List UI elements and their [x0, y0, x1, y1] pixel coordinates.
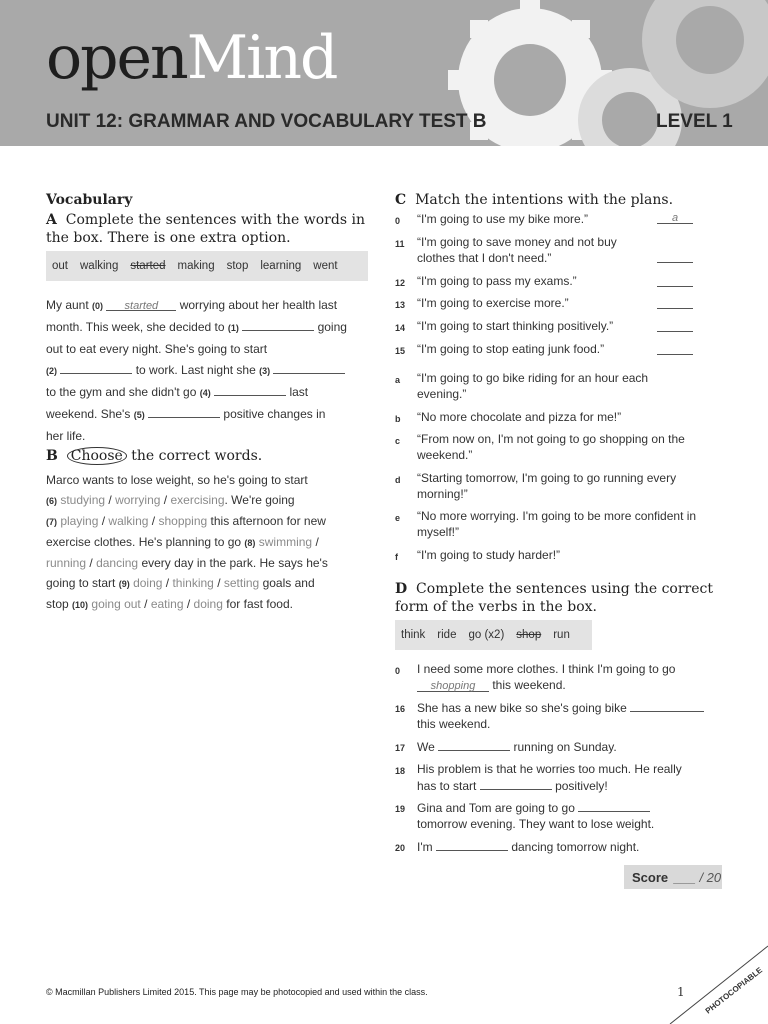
answer-blank[interactable]: [657, 341, 693, 355]
word-box-d: think ride go (x2) shop run: [395, 620, 592, 650]
option[interactable]: going out: [91, 597, 141, 611]
answer-blank[interactable]: a: [657, 210, 693, 224]
page-header: [0, 0, 768, 146]
answer-blank[interactable]: [657, 295, 693, 309]
section-b-paragraph: Marco wants to lose weight, so he's going to start (6) studying / worrying / exercising. We're going (7) playing / walking / shopping this afternoon for new exercise clothes. He's planning to go (8) swimming / running / dancing every day in the park. He says he's going to start (9) doing / thinking / setting goals and stop (10) going out / eating / doing for fast food.: [46, 473, 328, 611]
option[interactable]: shopping: [158, 514, 208, 528]
option[interactable]: eating: [150, 597, 184, 611]
photocopiable-corner: [668, 944, 768, 1024]
option[interactable]: setting: [223, 576, 260, 590]
unit-title: UNIT 12: GRAMMAR AND VOCABULARY TEST B: [46, 111, 487, 132]
answer-blank[interactable]: [657, 273, 693, 287]
option[interactable]: worrying: [115, 493, 161, 507]
blank-20[interactable]: [436, 838, 508, 851]
blank-2[interactable]: [60, 361, 132, 374]
blank-1[interactable]: [242, 318, 314, 331]
section-d-instructions: D Complete the sentences using the correct form of the verbs in the box.: [395, 581, 713, 615]
option[interactable]: walking: [108, 514, 149, 528]
level-label: LEVEL 1: [656, 111, 733, 132]
blank-5[interactable]: [148, 405, 220, 418]
section-a-instructions: A Complete the sentences with the words in the box. There is one extra option.: [46, 212, 365, 246]
section-a-paragraph: My aunt (0) started worrying about her health last month. This week, she decided to (1) going out to eat every night. She's going to start (2) to work. Last night she (3) to the gym and she didn't go (4) last weekend. She's (5) positive changes in her life.: [46, 298, 347, 443]
blank-19[interactable]: [578, 799, 650, 812]
openmind-logo: openMind: [46, 23, 337, 93]
option[interactable]: thinking: [172, 576, 214, 590]
answer-blank[interactable]: [657, 249, 693, 263]
example-answer: started: [106, 296, 176, 311]
option[interactable]: studying: [60, 493, 106, 507]
blank-16[interactable]: [630, 699, 704, 712]
section-b-instructions: B Choose the correct words.: [46, 448, 263, 464]
blank-17[interactable]: [438, 738, 510, 751]
option[interactable]: doing: [133, 576, 163, 590]
example-answer: shopping: [417, 678, 489, 692]
option[interactable]: dancing: [96, 556, 139, 570]
option[interactable]: exercising: [170, 493, 225, 507]
option[interactable]: playing: [60, 514, 99, 528]
svg-text:PHOTOCOPIABLE: PHOTOCOPIABLE: [703, 965, 765, 1016]
word-box-a: out walking started making stop learning went: [46, 251, 368, 281]
blank-4[interactable]: [214, 383, 286, 396]
copyright-footer: © Macmillan Publishers Limited 2015. This page may be photocopied and used within the class.: [46, 987, 428, 997]
option[interactable]: running: [46, 556, 87, 570]
answer-blank[interactable]: [657, 318, 693, 332]
vocabulary-heading: Vocabulary: [46, 192, 133, 208]
score-box: Score ___ / 20: [624, 865, 722, 889]
option[interactable]: swimming: [258, 535, 313, 549]
section-c-instructions: C Match the intentions with the plans.: [395, 192, 674, 208]
page-number: 1: [677, 985, 685, 999]
blank-18[interactable]: [480, 777, 552, 790]
option[interactable]: doing: [193, 597, 223, 611]
choose-circled-word: Choose: [67, 447, 127, 465]
blank-3[interactable]: [273, 361, 345, 374]
